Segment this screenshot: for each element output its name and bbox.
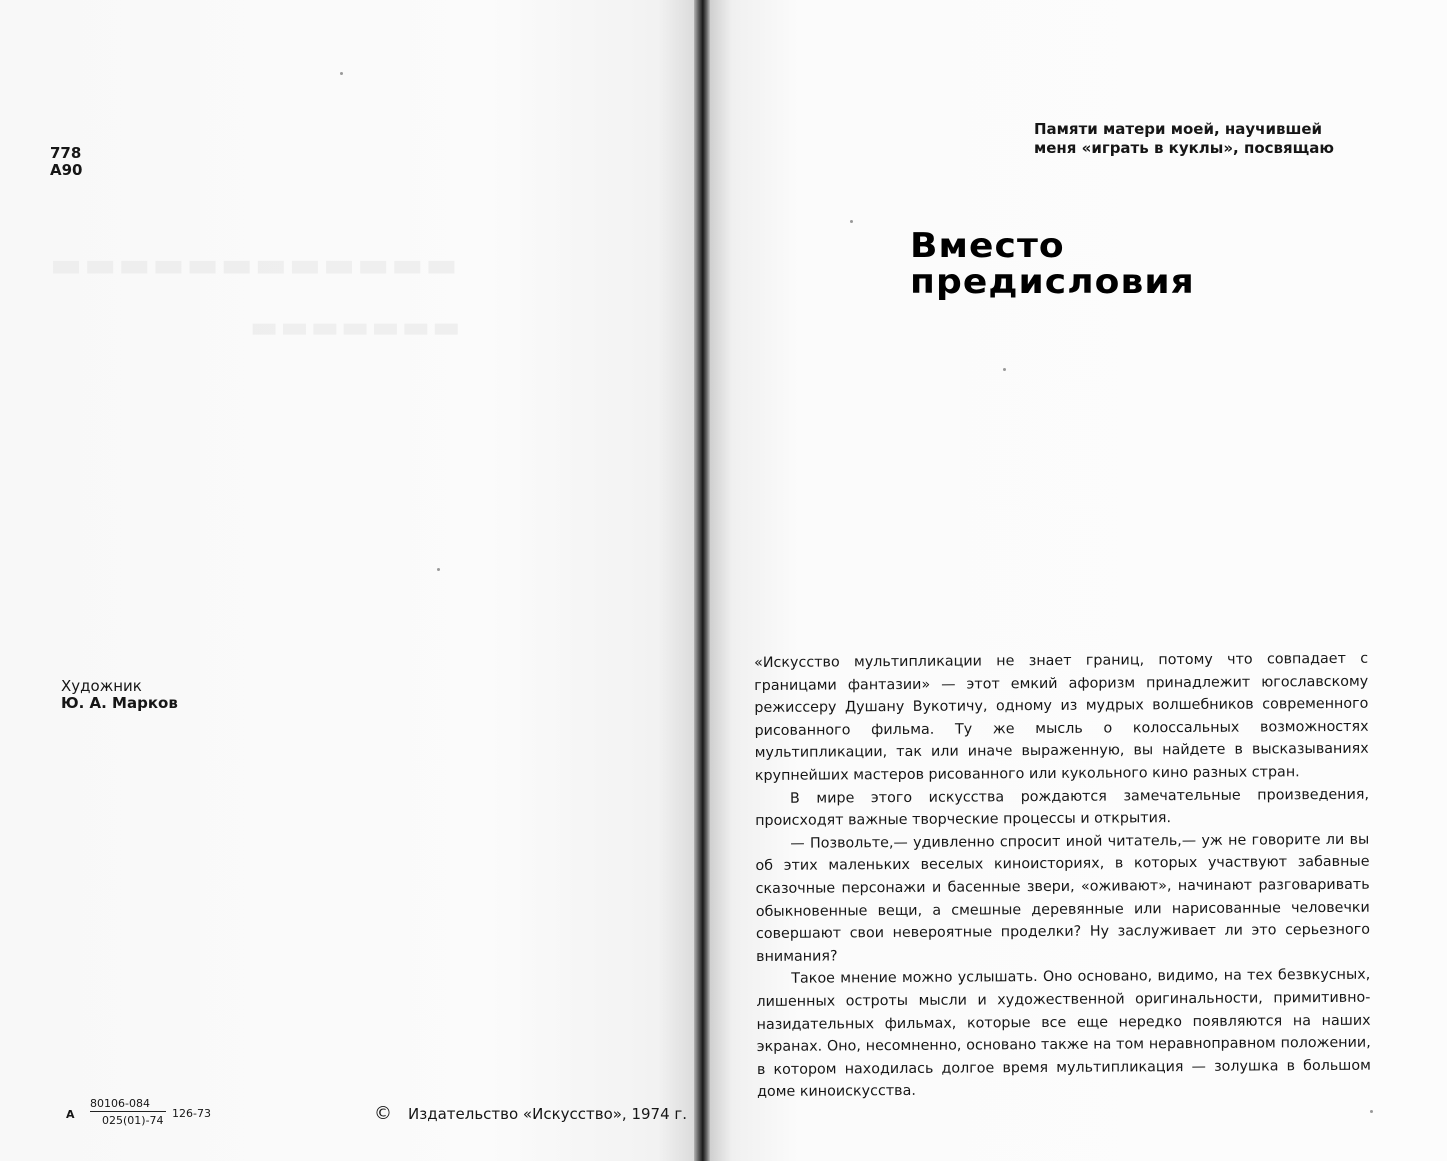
paper-speck bbox=[1003, 368, 1006, 371]
paper-speck bbox=[340, 72, 343, 75]
classification-code bbox=[50, 145, 82, 179]
show-through-shadow-2: ▬▬▬▬▬▬▬ bbox=[250, 310, 463, 345]
code-fraction-line bbox=[90, 1111, 166, 1112]
paragraph-3: — Позвольте,— удивленно спросит иной читатель,— уж не говорите ли вы об этих маленьких веселых киноисториях, в которых участвуют забавные сказочные персонажи и басенные звери, «оживают», начинают разговаривать обыкновенные вещи, а смешные деревянные или нарисованные человечки совершают свои невероятные проделки? Ну заслуживает ли это серьезного внимания? bbox=[755, 831, 1371, 965]
classification-line-2: А90 bbox=[50, 161, 83, 179]
copyright-text: Издательство «Искусство», 1974 г. bbox=[408, 1105, 688, 1123]
classification-line-1: 778 bbox=[50, 144, 82, 162]
copyright-icon: © bbox=[374, 1103, 392, 1124]
illustrator-credit bbox=[61, 678, 178, 712]
copyright-line bbox=[374, 1103, 687, 1124]
paper-speck bbox=[1370, 1110, 1373, 1113]
paragraph-4: Такое мнение можно услышать. Оно основано, видимо, на тех безвкусных, лишенных остроты мысли и художественной оригинальности, примитивно-назидательных фильмах, которые все еще нередко появляются на наших экранах. Оно, несомненно, основано также на том неравноправном положении, в котором находилась долгое время мультипликация — золушка в большом доме киноискусства. bbox=[756, 967, 1371, 1101]
code-denominator: 025(01)-74 bbox=[102, 1114, 164, 1127]
paper-speck bbox=[437, 568, 440, 571]
left-page bbox=[0, 0, 700, 1161]
paragraph-2: В мире этого искусства рождаются замечательные произведения, происходят важные творческие процессы и открытия. bbox=[755, 786, 1370, 830]
book-gutter bbox=[694, 0, 710, 1161]
body-text bbox=[754, 648, 1371, 1104]
illustrator-name: Ю. А. Марков bbox=[61, 694, 178, 712]
heading-line-2: предисловия bbox=[910, 262, 1195, 302]
paragraph-1: «Искусство мультипликации не знает границ, потому что совпадает с границами фантазии» — этот емкий афоризм принадлежит югославскому режиссеру Душану Вукотичу, одному из мудрых волшебников современного рисованного фильма. Ту же мысль о колоссальных возможностях мультипликации, так или иначе выраженную, вы найдете в высказываниях крупнейших мастеров рисованного или кукольного кино разных стран. bbox=[754, 650, 1369, 784]
show-through-shadow: ▬▬▬▬▬▬▬▬▬▬▬▬ bbox=[50, 245, 460, 285]
publication-code bbox=[66, 1097, 226, 1131]
code-numerator: 80106-084 bbox=[90, 1097, 150, 1110]
heading-line-1: Вместо bbox=[910, 226, 1065, 266]
code-suffix: 126-73 bbox=[172, 1107, 211, 1120]
right-page bbox=[710, 0, 1447, 1161]
paper-speck bbox=[850, 220, 853, 223]
dedication: Памяти матери моей, научившей меня «играть в куклы», посвящаю bbox=[1034, 120, 1334, 157]
illustrator-label: Художник bbox=[61, 677, 142, 695]
chapter-heading bbox=[910, 228, 1195, 300]
code-letter: А bbox=[66, 1108, 75, 1121]
